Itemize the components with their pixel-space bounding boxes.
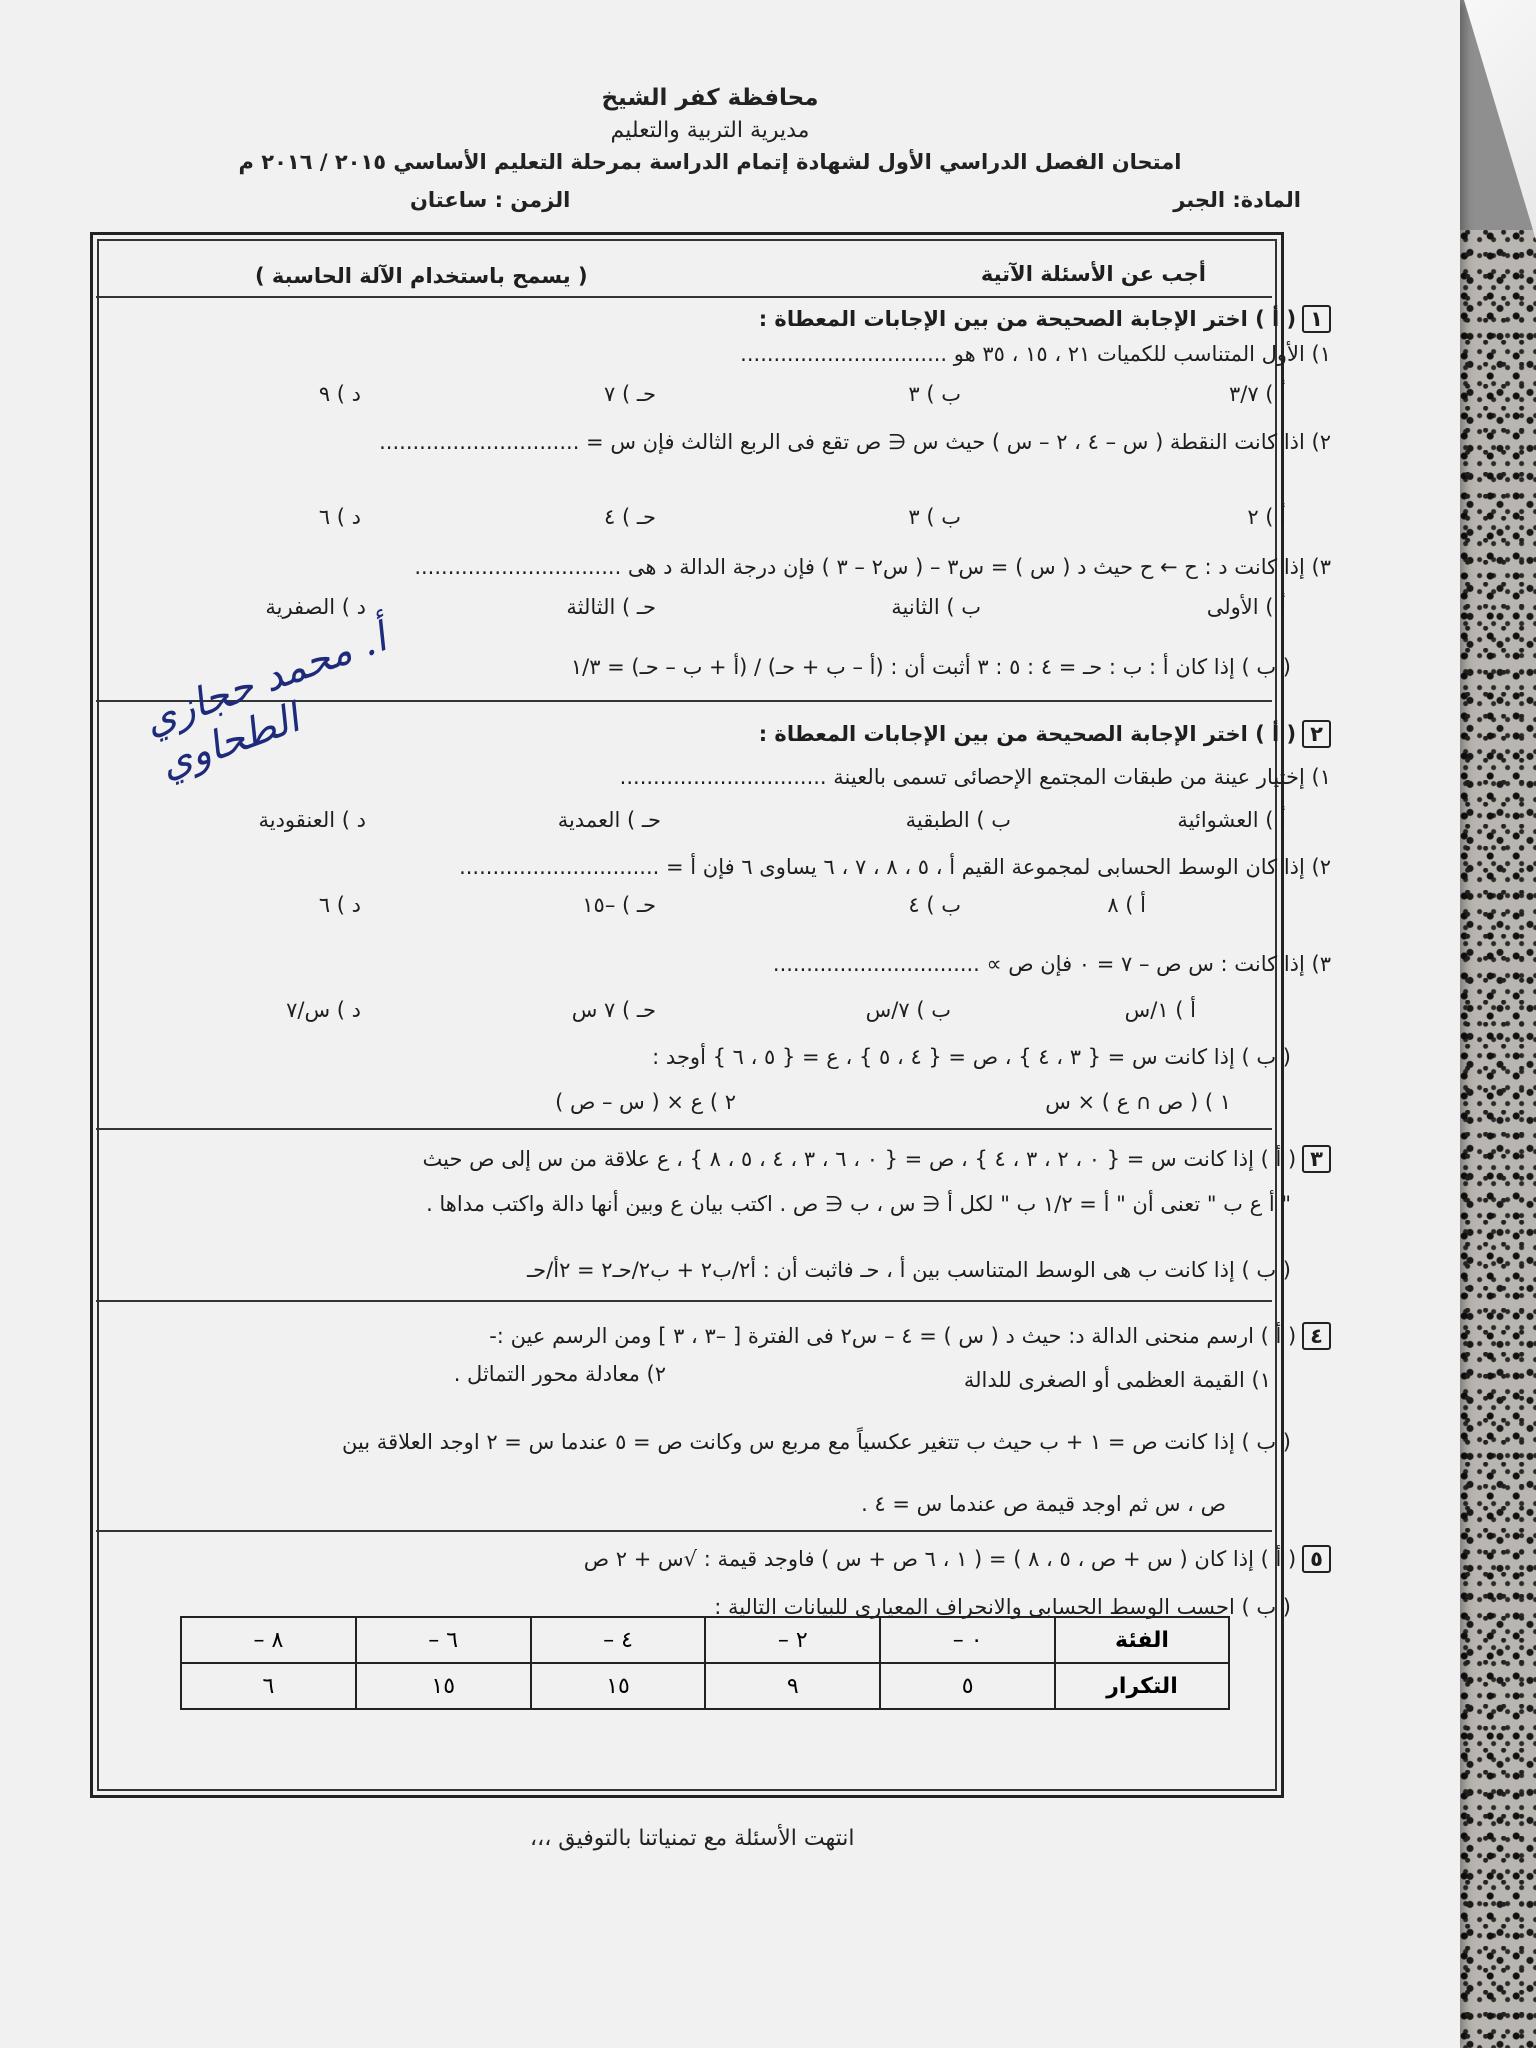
q2-item3-opt-d: د ) س/٧ [286,998,361,1022]
q2-part-b2: ٢ ) ع × ( س – ص ) [555,1090,736,1114]
q1-item1-opt-b: ب ) ٣ [908,382,961,406]
q2-item1-opt-a: أ ) العشوائية [1177,808,1286,832]
q1-item3-opt-c: حـ ) الثالثة [566,595,656,619]
q2-item1-opt-c: حـ ) العمدية [557,808,661,832]
table-cell: ٨ – [181,1617,356,1663]
divider [96,296,1272,298]
table-header-frequency: التكرار [1055,1663,1229,1709]
q4-part-b-line1: ( ب ) إذا كانت ص = ١ + ب حيث ب تتغير عكسياً مع مربع س وكانت ص = ٥ عندما س = ٢ اوجد العلاقة بين [341,1430,1291,1454]
q2-number: ٢ [1302,720,1331,748]
q5-part-b: ( ب ) احسب الوسط الحسابى والانحراف المعيارى للبيانات التالية : [714,1595,1291,1619]
table-cell: ١٥ [531,1663,706,1709]
q5-number: ٥ [1302,1545,1331,1573]
q2-part-b1: ١ ) ( ص ∩ ع ) × س [1045,1090,1231,1114]
q2-item2: ٢) إذا كان الوسط الحسابى لمجموعة القيم أ ، ٥ ، ٨ ، ٧ ، ٦ يساوى ٦ فإن أ = .............................. [459,855,1331,879]
table-cell: ٢ – [705,1617,880,1663]
q4-number: ٤ [1302,1322,1331,1350]
q1-item1-opt-a: أ ) ٣/٧ [1228,382,1286,406]
q1-item1: ١) الأول المتناسب للكميات ٢١ ، ١٥ ، ٣٥ هو ............................... [740,342,1331,366]
table-cell: ٦ – [356,1617,531,1663]
q2-item3-opt-c: حـ ) ٧ س [571,998,656,1022]
q1-part-b: ( ب ) إذا كان أ : ب : حـ = ٤ : ٥ : ٣ أثبت أن : (أ – ب + حـ) / (أ + ب – حـ) = ١/٣ [570,655,1291,679]
q1-item2: ٢) اذا كانت النقطة ( س – ٤ ، ٢ – س ) حيث س ∈ ص تقع فى الربع الثالث فإن س = .............................. [379,430,1331,454]
q5-part-a: ٥( أ ) إذا كان ( س + ص ، ٥ ، ٨ ) = ( ١ ، ٦ ص + س ) فاوجد قيمة : √س + ٢ ص [584,1545,1331,1573]
frequency-table [180,1616,1230,1710]
table-header-class: الفئة [1055,1617,1229,1663]
q2-item1-opt-d: د ) العنقودية [258,808,366,832]
q2-title: ٢( أ ) اختر الإجابة الصحيحة من بين الإجابات المعطاة : [759,720,1331,748]
handwritten-signature: أ. محمد حجازي الطحاوي [137,614,393,788]
q3-part-a-line2: " أ ع ب " تعنى أن " أ = ١/٢ ب " لكل أ ∈ س ، ب ∈ ص . اكتب بيان ع وبين أنها دالة واكتب مداها . [426,1192,1291,1216]
table-cell: ٩ [705,1663,880,1709]
q2-item2-opt-d: د ) ٦ [318,893,361,917]
q2-item2-opt-c: حـ ) –١٥ [582,893,656,917]
divider [96,1128,1272,1130]
calculator-note: ( يسمح باستخدام الآلة الحاسبة ) [255,264,588,288]
table-cell: ٤ – [531,1617,706,1663]
q1-item1-opt-d: د ) ٩ [318,382,361,406]
divider [96,1530,1272,1532]
directorate: مديرية التربية والتعليم [610,118,810,143]
footer-note: انتهت الأسئلة مع تمنياتنا بالتوفيق ،،، [530,1826,855,1851]
table-row [181,1663,1229,1709]
q4-part-a: ٤( أ ) ارسم منحنى الدالة د: حيث د ( س ) = ٤ – س٢ فى الفترة [ –٣ ، ٣ ] ومن الرسم عين :- [489,1322,1331,1350]
table-row [181,1617,1229,1663]
q1-item2-opt-b: ب ) ٣ [908,505,961,529]
q4-part-a2: ٢) معادلة محور التماثل . [453,1362,666,1386]
table-cell: ٦ [181,1663,356,1709]
q2-item1-opt-b: ب ) الطبقية [905,808,1011,832]
exam-title: امتحان الفصل الدراسي الأول لشهادة إتمام الدراسة بمرحلة التعليم الأساسي ٢٠١٥ / ٢٠١٦ م [238,150,1182,174]
table-cell: ٠ – [880,1617,1055,1663]
q1-item3-opt-b: ب ) الثانية [891,595,981,619]
q2-item1: ١) إختيار عينة من طبقات المجتمع الإحصائى تسمى بالعينة ............................... [619,765,1331,789]
table-cell: ١٥ [356,1663,531,1709]
q1-item3: ٣) إذا كانت د : ح ← ح حيث د ( س ) = س٣ – ( س٢ – ٣ ) فإن درجة الدالة د هى ............................... [414,555,1331,579]
q1-item2-opt-d: د ) ٦ [318,505,361,529]
q2-item2-opt-a: أ ) ٨ [1107,893,1146,917]
table-cell: ٥ [880,1663,1055,1709]
q1-item2-opt-c: حـ ) ٤ [604,505,656,529]
governorate: محافظة كفر الشيخ [601,85,819,111]
q2-item3-opt-b: ب ) ٧/س [865,998,951,1022]
q1-item3-opt-d: د ) الصفرية [265,595,366,619]
q3-part-b: ( ب ) إذا كانت ب هى الوسط المتناسب بين أ ، حـ فاثبت أن : أ٢/ب٢ + ب٢/حـ٢ = ٢أ/حـ [527,1258,1291,1282]
q1-item1-opt-c: حـ ) ٧ [604,382,656,406]
q3-part-a-line1: ٣( أ ) إذا كانت س = { ٠ ، ٢ ، ٣ ، ٤ } ، ص = { ٠ ، ٦ ، ٣ ، ٤ ، ٥ ، ٨ } ، ع علاقة من س إلى ص حيث [423,1145,1331,1173]
q2-item3: ٣) إذا كانت : س ص – ٧ = ٠ فإن ص ∝ ............................... [772,952,1331,976]
exam-time: الزمن : ساعتان [410,188,571,212]
q1-item2-opt-a: أ ) ٢ [1247,505,1286,529]
q2-part-b: ( ب ) إذا كانت س = { ٣ ، ٤ } ، ص = { ٤ ، ٥ } ، ع = { ٥ ، ٦ } أوجد : [652,1045,1291,1069]
q2-item3-opt-a: أ ) ١/س [1124,998,1196,1022]
q1-number: ١ [1302,305,1331,333]
subject: المادة: الجبر [1173,188,1301,212]
q1-title: ١( أ ) اختر الإجابة الصحيحة من بين الإجابات المعطاة : [759,305,1331,333]
answer-instruction: أجب عن الأسئلة الآتية [980,262,1206,286]
q1-item3-opt-a: أ ) الأولى [1206,595,1286,619]
q3-number: ٣ [1302,1145,1331,1173]
q4-part-b-line2: ص ، س ثم اوجد قيمة ص عندما س = ٤ . [861,1492,1226,1516]
q2-item2-opt-b: ب ) ٤ [908,893,961,917]
q4-part-a1: ١) القيمة العظمى أو الصغرى للدالة [963,1368,1271,1392]
divider [96,1300,1272,1302]
